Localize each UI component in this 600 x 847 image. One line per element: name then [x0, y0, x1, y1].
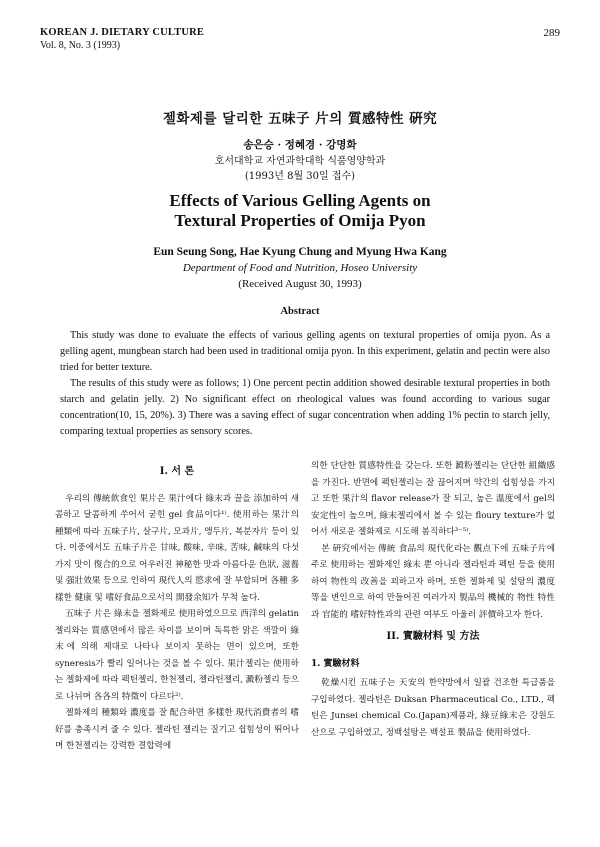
- english-title-line-2: Textural Properties of Omija Pyon: [174, 211, 426, 230]
- intro-paragraph-2: 五味子 片은 綠末을 젤화제로 使用하였으므로 西洋의 gelatin 젤리와는 質感면에서 많은 차이를 보이며 독특한 맑은 색깔이 綠末에 의해 제대로 나타나 보이지 못하는 면이 있으며, 또한 syneresis가 빨리 일어나는 것을 볼 수 있다. 果汁젤리는 使用하는 젤화제에 따라 펙틴젤리, 한천젤리, 젤라틴젤리, 澱粉젤리 등으로 나뉘며 各各의 特徵이 다르다²⁾.: [55, 609, 299, 702]
- english-title-line-1: Effects of Various Gelling Agents on: [169, 191, 431, 210]
- abstract-body: [60, 328, 550, 440]
- intro-paragraph-3: 젤화제의 種類와 濃度를 잘 配合하면 多樣한 現代消費者의 嗜好를 충족시켜 줄 수 있다. 젤라틴 젤리는 질기고 쉽힘성이 뛰어나며 한천젤리는 강력한 결합력에: [55, 708, 299, 751]
- methods-heading: II. 實驗材料 및 方法: [386, 631, 480, 642]
- abstract-paragraph-1: This study was done to evaluate the effects of various gelling agents on textural properties of omija pyon. As a gelling agent, mungbean starch had been used in traditional omija pyon. In this experiment, gelatin and pectin were also tried for better texture.: [60, 330, 550, 373]
- intro-paragraph-4: 본 硏究에서는 傳統 食品의 現代化라는 觀点下에 五味子片에 주로 使用하는 젤화제인 綠末 뿐 아니라 젤라틴과 펙틴 등을 使用하여 物性의 改善을 꾀하고자 하며, 또한 젤화제 및 설탕의 濃度等을 변인으로 하여 만들어진 여러가지 製品의 機械的 物性 特性과 官能的 嗜好特性과의 관련 여부도 아울러 評價하고자 한다.: [311, 543, 555, 620]
- intro-paragraph-1: 우리의 傳統飮食인 果片은 果汁에다 綠末과 꿀을 添加하여 새콤하고 달콤하게 쑤어서 굳힌 gel 食品이다¹⁾. 使用하는 果汁의 種類에 따라 五味子片, 살구片, 모과片, 앵두片, 복분자片 등이 있다. 이중에서도 五味子片은 甘味, 酸味, 辛味, 苦味, 鹹味의 다섯가지 맛이 復合的으로 어우러진 神秘한 맛과 아름다운 色狀, 滋養 및 强壯效果 등으로 인하여 現代人의 慾求에 잘 부합되며 各種 多樣한 健康 및 嗜好食品으로서의 開發余知가 무척 높다.: [55, 493, 299, 603]
- english-authors: Eun Seung Song, Hae Kyung Chung and Myung Hwa Kang: [153, 246, 447, 258]
- journal-name: KOREAN J. DIETARY CULTURE: [40, 27, 205, 38]
- page-number: 289: [543, 27, 560, 39]
- korean-received-date: (1993년 8월 30일 접수): [244, 171, 356, 182]
- abstract-heading: Abstract: [280, 306, 320, 317]
- materials-paragraph: 乾燥시킨 五味子는 天安의 한약방에서 일괄 건조한 특급품을 구입하였다. 젤라틴은 Duksan Pharmaceutical Co., LTD., 펙틴은 Junsei chemical Co.(Japan)제품과, 綠豆綠末은 강원도산으로 구입하였고, 정백설탕은 백설표 製品을 使用하였다.: [311, 678, 555, 738]
- left-column: [55, 458, 299, 755]
- english-received-date: (Received August 30, 1993): [238, 278, 362, 290]
- introduction-heading: I. 서 론: [159, 466, 195, 477]
- korean-authors: 송은승 · 정혜경 · 강명화: [243, 139, 357, 151]
- abstract-paragraph-2: The results of this study were as follows; 1) One percent pectin addition showed desirable textural properties in both starch and gelatin jelly. 2) No significant effect on rheological values was found according to various sugar concentration(10, 15, 20%). 3) There was a saving effect of sugar concentration when adding 1% pectin to starch jelly, comparing textual properties as sensory scores.: [60, 378, 550, 437]
- materials-subheading: 1. 實驗材料: [311, 658, 360, 669]
- korean-affiliation: 호서대학교 자연과학대학 식품영양학과: [214, 156, 386, 167]
- intro-paragraph-continued: 의한 단단한 質感特性을 갖는다. 또한 澱粉젤리는 단단한 組織感을 가진다. 반면에 펙틴젤리는 잘 끊어지며 약간의 쉽힘성을 가지고 또한 果汁의 flavor release가 잘 되고, 높은 溫度에서 gel의 安定性이 높으며, 綠末젤리에서 볼 수 있는 floury texture가 없어서 새로운 젤화제로 시도해 봄직하다³⁻⁵⁾.: [311, 461, 555, 537]
- journal-volume: Vol. 8, No. 3 (1993): [40, 40, 121, 51]
- english-title: [0, 191, 600, 231]
- english-department: Department of Food and Nutrition, Hoseo University: [182, 262, 418, 274]
- korean-title: 젤화제를 달리한 五味子 片의 質感特性 硏究: [162, 111, 438, 127]
- right-column: [311, 458, 555, 741]
